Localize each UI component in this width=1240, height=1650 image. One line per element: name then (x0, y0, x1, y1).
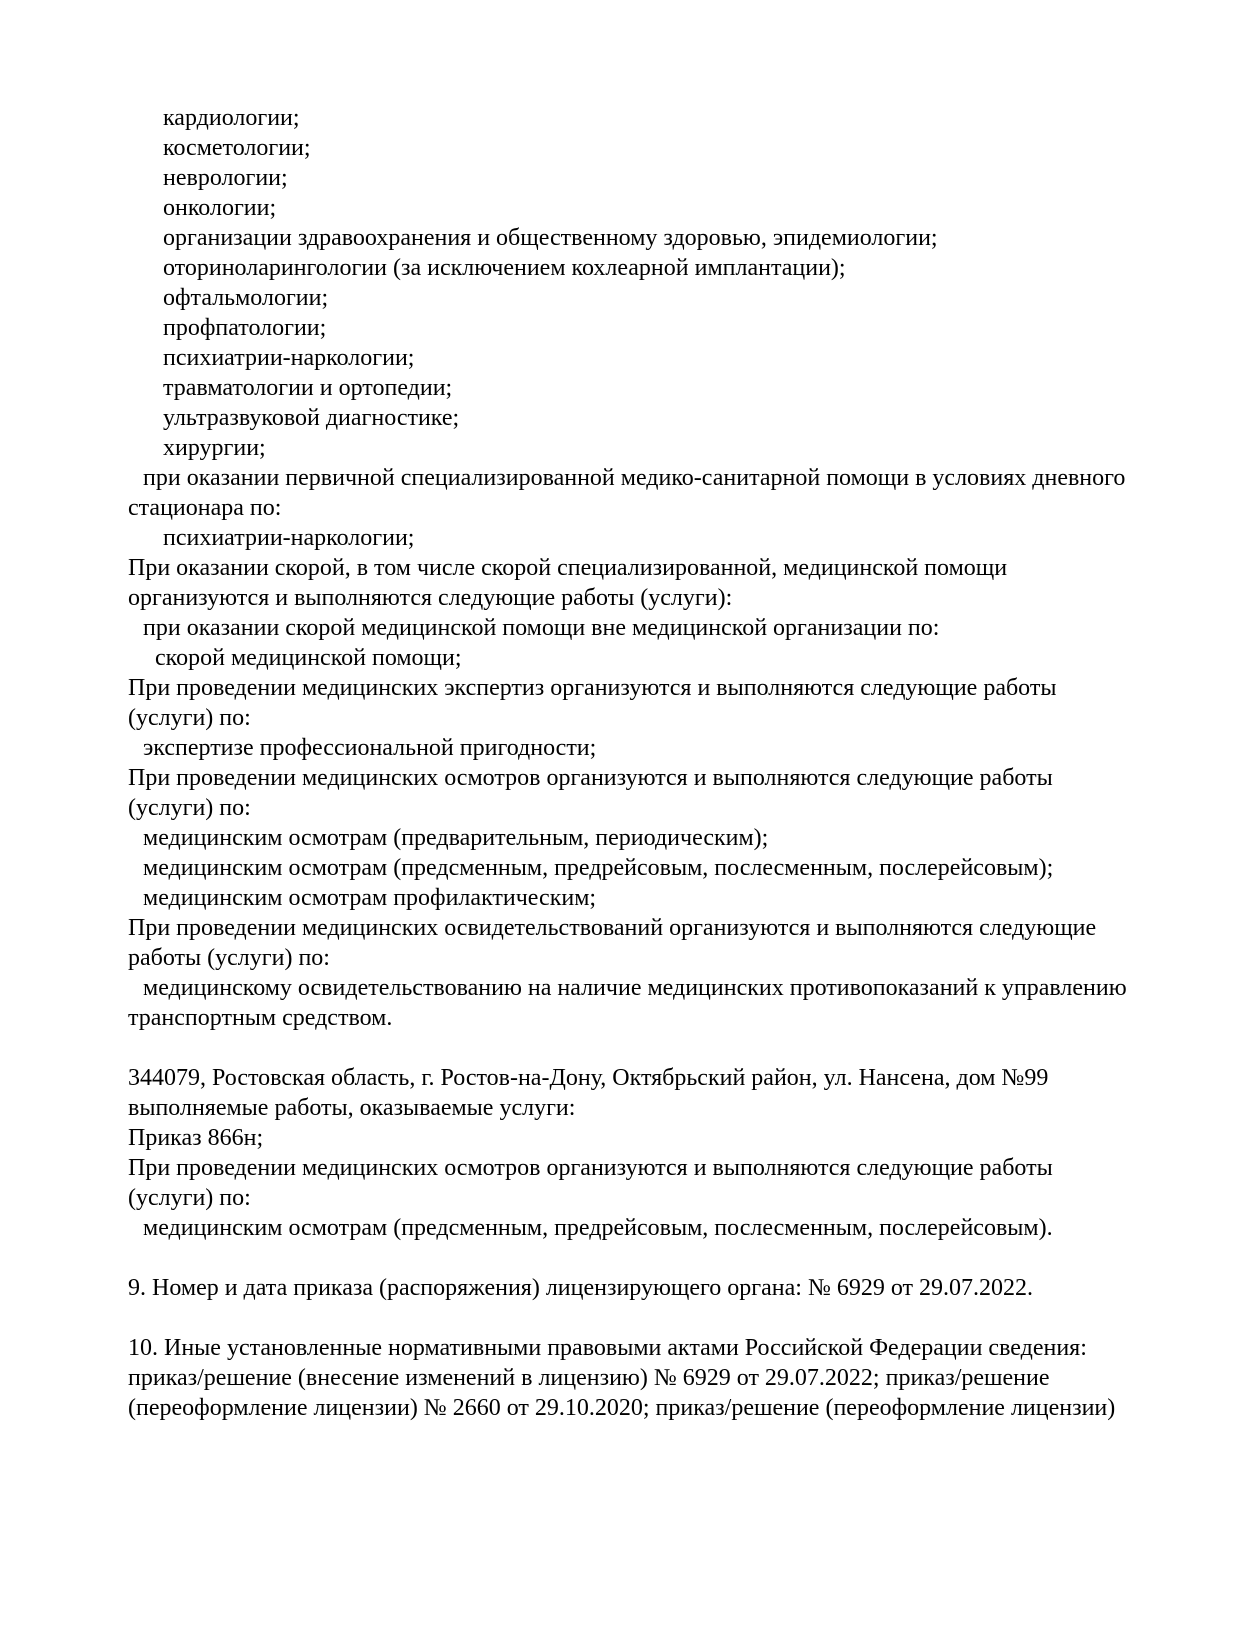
text-line: При проведении медицинских освидетельствований организуются и выполняются следующие (128, 915, 1097, 941)
text-line: оториноларингологии (за исключением кохлеарной имплантации); (163, 255, 846, 281)
text-line: кардиологии; (163, 105, 300, 131)
text-line (128, 1303, 1130, 1333)
text-line: организации здравоохранения и общественному здоровью, эпидемиологии; (163, 225, 938, 251)
text-line: При проведении медицинских осмотров организуются и выполняются следующие работы (128, 765, 1053, 791)
text-line: косметологии; (163, 135, 311, 161)
text-line: неврологии; (163, 165, 288, 191)
text-line: при оказании скорой медицинской помощи вне медицинской организации по: (143, 615, 940, 641)
text-line: психиатрии-наркологии; (163, 525, 415, 551)
text-line: скорой медицинской помощи; (155, 645, 462, 671)
text-line: экспертизе профессиональной пригодности; (143, 735, 597, 761)
text-line: (услуги) по: (128, 795, 251, 821)
text-line: выполняемые работы, оказываемые услуги: (128, 1095, 576, 1121)
text-line: медицинским осмотрам профилактическим; (143, 885, 597, 911)
text-line: Приказ 866н; (128, 1125, 264, 1151)
text-line: медицинскому освидетельствованию на наличие медицинских противопоказаний к управлению (143, 975, 1127, 1001)
text-line (128, 1033, 1130, 1063)
text-line: работы (услуги) по: (128, 945, 330, 971)
text-line (128, 1243, 1130, 1273)
text-line: медицинским осмотрам (предсменным, предрейсовым, послесменным, послерейсовым). (143, 1215, 1053, 1241)
text-line: онкологии; (163, 195, 277, 221)
text-line: профпатологии; (163, 315, 327, 341)
text-line: ультразвуковой диагностике; (163, 405, 460, 431)
document-body (128, 103, 1130, 1423)
text-line: травматологии и ортопедии; (163, 375, 453, 401)
text-line: медицинским осмотрам (предварительным, периодическим); (143, 825, 769, 851)
text-line: приказ/решение (внесение изменений в лицензию) № 6929 от 29.07.2022; приказ/решение (128, 1365, 1050, 1391)
text-line: организуются и выполняются следующие работы (услуги): (128, 585, 733, 611)
text-line: При оказании скорой, в том числе скорой специализированной, медицинской помощи (128, 555, 1008, 581)
text-line: стационара по: (128, 495, 282, 521)
text-line: транспортным средством. (128, 1005, 393, 1031)
text-line: при оказании первичной специализированной медико-санитарной помощи в условиях дневного (143, 465, 1126, 491)
text-line: 10. Иные установленные нормативными правовыми актами Российской Федерации сведения: (128, 1335, 1087, 1361)
text-line: хирургии; (163, 435, 266, 461)
text-line: (услуги) по: (128, 705, 251, 731)
text-line: 9. Номер и дата приказа (распоряжения) лицензирующего органа: № 6929 от 29.07.2022. (128, 1275, 1034, 1301)
text-line: (переоформление лицензии) № 2660 от 29.10.2020; приказ/решение (переоформление лицензии) (128, 1395, 1116, 1421)
text-line: При проведении медицинских экспертиз организуются и выполняются следующие работы (128, 675, 1057, 701)
text-line: офтальмологии; (163, 285, 329, 311)
text-line: 344079, Ростовская область, г. Ростов-на-Дону, Октябрьский район, ул. Нансена, дом №99 (128, 1065, 1049, 1091)
text-line: медицинским осмотрам (предсменным, предрейсовым, послесменным, послерейсовым); (143, 855, 1054, 881)
text-line: При проведении медицинских осмотров организуются и выполняются следующие работы (128, 1155, 1053, 1181)
text-line: психиатрии-наркологии; (163, 345, 415, 371)
text-line: (услуги) по: (128, 1185, 251, 1211)
